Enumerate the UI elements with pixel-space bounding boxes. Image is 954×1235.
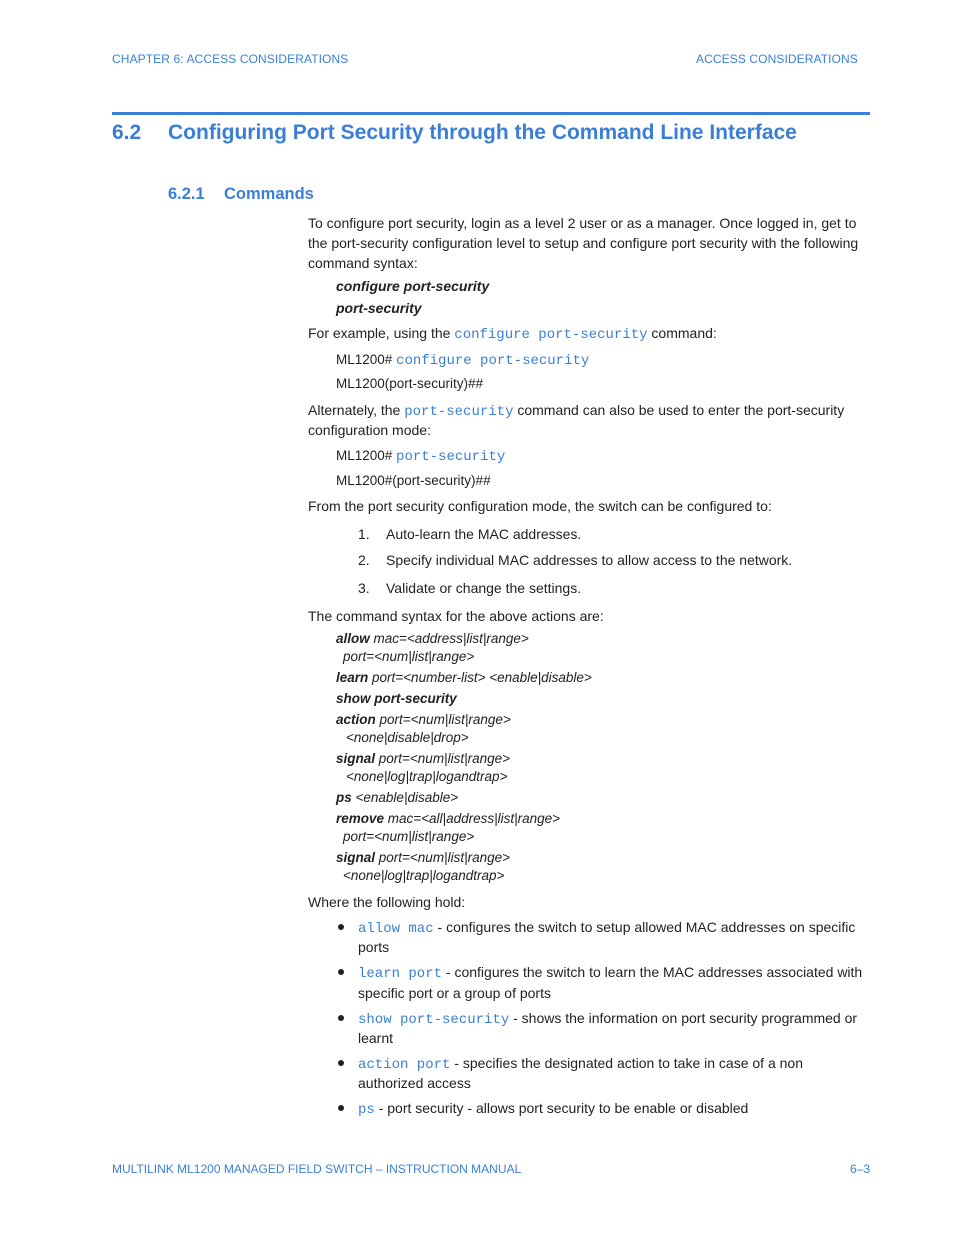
definition-code: allow mac xyxy=(358,921,434,937)
syntax-action-args2: <none|disable|drop> xyxy=(346,730,469,745)
syntax-args: port=<num|list|range> xyxy=(375,751,510,766)
syntax-signal2-args2: <none|log|trap|logandtrap> xyxy=(343,868,505,883)
syntax-args: mac=<all|address|list|range> xyxy=(384,811,561,826)
syntax-signal-args2: <none|log|trap|logandtrap> xyxy=(346,769,508,784)
section-title: Configuring Port Security through the Command Line Interface xyxy=(168,121,797,144)
example2-post: command can also be used to enter the port-security xyxy=(513,402,845,418)
syntax-args: port=<num|list|range> xyxy=(375,712,511,727)
example2-prompt: ML1200# xyxy=(336,448,397,463)
syntax-args: <enable|disable> xyxy=(351,790,459,805)
example1-code: configure port-security xyxy=(454,327,648,343)
capabilities-intro: From the port security configuration mode, the switch can be configured to: xyxy=(308,498,772,514)
definition-code: show port-security xyxy=(358,1012,510,1028)
syntax-remove xyxy=(336,810,560,828)
intro-line-2: the port-security configuration level to setup and configure port security with the following xyxy=(308,235,859,251)
syntax-signal-2 xyxy=(336,849,510,867)
where-intro: Where the following hold: xyxy=(308,894,466,910)
definition-line-2: ports xyxy=(358,939,390,955)
capability-text: Auto-learn the MAC addresses. xyxy=(386,526,582,542)
syntax-args: mac=<address|list|range> xyxy=(369,631,529,646)
syntax-intro: The command syntax for the above actions are: xyxy=(308,608,604,624)
syntax-keyword: remove xyxy=(336,811,385,826)
definition-line-2: learnt xyxy=(358,1030,394,1046)
subsection-title: Commands xyxy=(224,185,314,203)
example2-result: ML1200#(port-security)## xyxy=(336,473,491,488)
syntax-allow xyxy=(336,630,529,648)
definition-code: action port xyxy=(358,1057,451,1073)
running-header-section: ACCESS CONSIDERATIONS xyxy=(696,52,858,66)
section-rule xyxy=(112,112,870,115)
definition-text: - shows the information on port security programmed or xyxy=(509,1010,858,1026)
capability-number: 1. xyxy=(358,526,370,542)
definition-text: - port security - allows port security to be enable or disabled xyxy=(374,1100,749,1116)
example2-pre: Alternately, the xyxy=(308,402,405,418)
syntax-learn xyxy=(336,669,592,687)
subsection-number: 6.2.1 xyxy=(168,185,205,203)
bullet-dot xyxy=(338,1015,344,1021)
example2-code: port-security xyxy=(404,404,514,420)
example2-command-line xyxy=(336,446,505,467)
example2-sentence xyxy=(308,400,844,422)
syntax-args: port=<number-list> <enable|disable> xyxy=(368,670,592,685)
definition-code: learn port xyxy=(358,966,443,982)
bullet-dot xyxy=(338,969,344,975)
syntax-remove-args2: port=<num|list|range> xyxy=(343,829,475,844)
syntax-keyword: ps xyxy=(336,790,352,805)
example1-pre: For example, using the xyxy=(308,325,455,341)
definition-line xyxy=(358,1053,803,1075)
syntax-signal xyxy=(336,750,510,768)
example2-sentence-line-2: configuration mode: xyxy=(308,422,431,438)
example1-command-line xyxy=(336,350,589,371)
definition-line xyxy=(358,1098,748,1120)
footer-manual-title: MULTILINK ML1200 MANAGED FIELD SWITCH – INSTRUCTION MANUAL xyxy=(112,1162,522,1176)
definition-text: - specifies the designated action to take in case of a non xyxy=(450,1055,803,1071)
example1-prompt: ML1200# xyxy=(336,352,397,367)
syntax-keyword: signal xyxy=(336,850,376,865)
capability-number: 3. xyxy=(358,580,370,596)
syntax-keyword: signal xyxy=(336,751,376,766)
capability-text: Validate or change the settings. xyxy=(386,580,582,596)
example1-sentence xyxy=(308,323,717,345)
definition-line-2: specific port or a group of ports xyxy=(358,985,551,1001)
syntax-keyword: action xyxy=(336,712,376,727)
capability-text: Specify individual MAC addresses to allow access to the network. xyxy=(386,552,793,568)
syntax-show: show port-security xyxy=(336,691,457,706)
intro-line-1: To configure port security, login as a level 2 user or as a manager. Once logged in, get to xyxy=(308,215,857,231)
bullet-dot xyxy=(338,1060,344,1066)
example1-result: ML1200(port-security)## xyxy=(336,376,484,391)
syntax-ps xyxy=(336,789,458,807)
syntax-keyword: allow xyxy=(336,631,370,646)
syntax-configure-port-security: configure port-security xyxy=(336,278,490,294)
definition-line-2: authorized access xyxy=(358,1075,471,1091)
footer-page-number: 6–3 xyxy=(850,1162,871,1176)
definition-text: - configures the switch to setup allowed MAC addresses on specific xyxy=(433,919,856,935)
example1-cmd: configure port-security xyxy=(396,353,590,369)
bullet-dot xyxy=(338,1105,344,1111)
syntax-args: port=<num|list|range> xyxy=(375,850,510,865)
syntax-action xyxy=(336,711,511,729)
definition-text: - configures the switch to learn the MAC addresses associated with xyxy=(442,964,863,980)
example2-cmd: port-security xyxy=(396,449,506,465)
bullet-dot xyxy=(338,924,344,930)
example1-post: command: xyxy=(647,325,717,341)
definition-line xyxy=(358,1008,857,1030)
running-header-chapter: CHAPTER 6: ACCESS CONSIDERATIONS xyxy=(112,52,349,66)
syntax-allow-args2: port=<num|list|range> xyxy=(343,649,475,664)
definition-line xyxy=(358,962,862,984)
section-number: 6.2 xyxy=(112,121,142,144)
definition-code: ps xyxy=(358,1102,375,1118)
intro-line-3: command syntax: xyxy=(308,255,418,271)
capability-number: 2. xyxy=(358,552,370,568)
syntax-keyword: learn xyxy=(336,670,369,685)
syntax-port-security: port-security xyxy=(336,300,422,316)
definition-line xyxy=(358,917,855,939)
